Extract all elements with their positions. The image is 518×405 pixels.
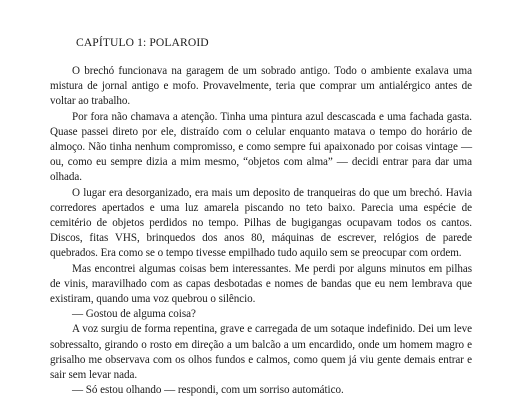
paragraph: O brechó funcionava na garagem de um sobrado antigo. Todo o ambiente exalava uma mistura de jornal antigo e mofo. Provavelmente, teria que comprar um antialérgico antes de voltar ao trabalho. xyxy=(50,65,472,108)
paragraph: Por fora não chamava a atenção. Tinha uma pintura azul descascada e uma fachada gasta. Quase passei direto por ele, distraído com o celular enquanto matava o tempo do horário de almoço. Não tinha nenhum compromisso, e como sempre fui apaixonado por coisas vintage — ou, como eu sempre dizia a mim mesmo, “objetos com alma” — decidi entrar para dar uma olhada. xyxy=(50,110,472,184)
dialogue-line: — Só estou olhando — respondi, com um sorriso automático. xyxy=(72,384,344,397)
paragraph: O lugar era desorganizado, era mais um deposito de tranqueiras do que um brechó. Havia corredores apertados e uma luz amarela piscando no teto baixo. Parecia uma espécie de cemitério de objetos perdidos no tempo. Pilhas de bugigangas ocupavam todos os cantos. Discos, fitas VHS, brinquedos dos anos 80, máquinas de escrever, relógios de parede quebrados. Era como se o tempo tivesse empilhado tudo aquilo sem se preocupar com ordem. xyxy=(50,186,472,260)
dialogue-line: — Gostou de alguma coisa? xyxy=(72,308,196,321)
document-page xyxy=(50,36,472,398)
paragraph: Mas encontrei algumas coisas bem interessantes. Me perdi por alguns minutos em pilhas de vinis, maravilhado com as capas desbotadas e nomes de bandas que eu nem lembrava que existiram, quando uma voz quebrou o silêncio. xyxy=(50,262,472,306)
paragraph: A voz surgiu de forma repentina, grave e carregada de um sotaque indefinido. Dei um leve sobressalto, girando o rosto em direção a um balcão a um encardido, onde um homem magro e grisalho me observava com os olhos fundos e calmos, como quem já viu gente demais entrar e sair sem levar nada. xyxy=(50,323,472,382)
chapter-title: CAPÍTULO 1: POLAROID xyxy=(76,36,209,49)
